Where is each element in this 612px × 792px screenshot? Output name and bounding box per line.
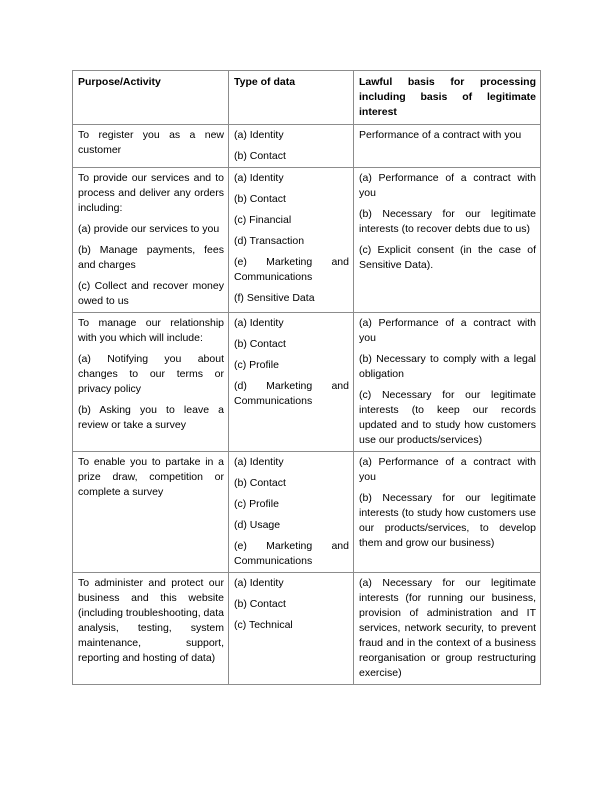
cell-paragraph: (d) Usage xyxy=(234,519,281,531)
cell-paragraph: (b) Contact xyxy=(234,338,286,350)
purpose-cell xyxy=(73,125,229,168)
cell-paragraph: (b) Contact xyxy=(234,150,286,162)
cell-paragraph: Performance of a contract with you xyxy=(359,129,522,141)
cell-paragraph: (b) Contact xyxy=(234,477,286,489)
cell-paragraph: To register you as a new customer xyxy=(78,129,224,156)
table-row xyxy=(73,168,541,313)
cell-paragraph: (c) Explicit consent (in the case of Sensitive Data). xyxy=(359,244,536,271)
table-row xyxy=(73,125,541,168)
cell-paragraph: (a) Necessary for our legitimate interests (for running our business, provision of administration and IT services, network security, to prevent fraud and in the context of a business reorganisation or group restructuring exercise) xyxy=(359,577,536,679)
lawful-basis-cell xyxy=(354,452,541,573)
header-lawful-basis: Lawful basis for processing including basis of legitimate interest xyxy=(354,71,541,125)
cell-paragraph: (a) Identity xyxy=(234,317,284,329)
cell-paragraph: (d) Transaction xyxy=(234,235,305,247)
cell-paragraph: (a) Identity xyxy=(234,456,284,468)
cell-paragraph: (b) Contact xyxy=(234,598,286,610)
cell-paragraph: (b) Contact xyxy=(234,193,286,205)
cell-paragraph: (b) Asking you to leave a review or take a survey xyxy=(78,404,224,431)
cell-paragraph: (f) Sensitive Data xyxy=(234,292,315,304)
table-row xyxy=(73,313,541,452)
cell-paragraph: (a) provide our services to you xyxy=(78,223,220,235)
cell-paragraph: (a) Identity xyxy=(234,577,284,589)
cell-paragraph: (d) Marketing and Communications xyxy=(234,380,349,407)
cell-paragraph: (e) Marketing and Communications xyxy=(234,256,349,283)
cell-paragraph: (a) Identity xyxy=(234,172,284,184)
cell-paragraph: (c) Financial xyxy=(234,214,292,226)
table-row xyxy=(73,452,541,573)
data-type-cell xyxy=(229,313,354,452)
data-type-cell xyxy=(229,573,354,685)
cell-paragraph: (c) Profile xyxy=(234,498,279,510)
cell-paragraph: (a) Notifying you about changes to our terms or privacy policy xyxy=(78,353,224,395)
cell-paragraph: (a) Performance of a contract with you xyxy=(359,317,536,344)
lawful-basis-cell xyxy=(354,125,541,168)
lawful-basis-cell xyxy=(354,573,541,685)
cell-paragraph: (a) Performance of a contract with you xyxy=(359,456,536,483)
cell-paragraph: (a) Identity xyxy=(234,129,284,141)
table-header-row xyxy=(73,71,541,125)
cell-paragraph: To provide our services and to process and deliver any orders including: xyxy=(78,172,224,214)
cell-paragraph: (a) Performance of a contract with you xyxy=(359,172,536,199)
purpose-cell xyxy=(73,452,229,573)
data-type-cell xyxy=(229,125,354,168)
table-row xyxy=(73,573,541,685)
purpose-cell xyxy=(73,573,229,685)
purpose-cell xyxy=(73,313,229,452)
lawful-basis-table xyxy=(72,70,541,685)
data-type-cell xyxy=(229,452,354,573)
header-type-of-data: Type of data xyxy=(229,71,354,125)
cell-paragraph: (c) Technical xyxy=(234,619,293,631)
cell-paragraph: (c) Profile xyxy=(234,359,279,371)
purpose-cell xyxy=(73,168,229,313)
cell-paragraph: (b) Necessary to comply with a legal obligation xyxy=(359,353,536,380)
cell-paragraph: (b) Necessary for our legitimate interests (to recover debts due to us) xyxy=(359,208,536,235)
lawful-basis-cell xyxy=(354,313,541,452)
cell-paragraph: (e) Marketing and Communications xyxy=(234,540,349,567)
cell-paragraph: To administer and protect our business and this website (including troubleshooting, data analysis, testing, system maintenance, support, reporting and hosting of data) xyxy=(78,577,224,664)
cell-paragraph: (c) Necessary for our legitimate interests (to keep our records updated and to study how customers use our products/services) xyxy=(359,389,536,446)
cell-paragraph: (b) Manage payments, fees and charges xyxy=(78,244,224,271)
cell-paragraph: (c) Collect and recover money owed to us xyxy=(78,280,224,307)
header-purpose: Purpose/Activity xyxy=(73,71,229,125)
data-type-cell xyxy=(229,168,354,313)
cell-paragraph: To manage our relationship with you which will include: xyxy=(78,317,224,344)
cell-paragraph: To enable you to partake in a prize draw, competition or complete a survey xyxy=(78,456,224,498)
table-body xyxy=(73,125,541,685)
lawful-basis-cell xyxy=(354,168,541,313)
cell-paragraph: (b) Necessary for our legitimate interests (to study how customers use our products/services, to develop them and grow our business) xyxy=(359,492,536,549)
